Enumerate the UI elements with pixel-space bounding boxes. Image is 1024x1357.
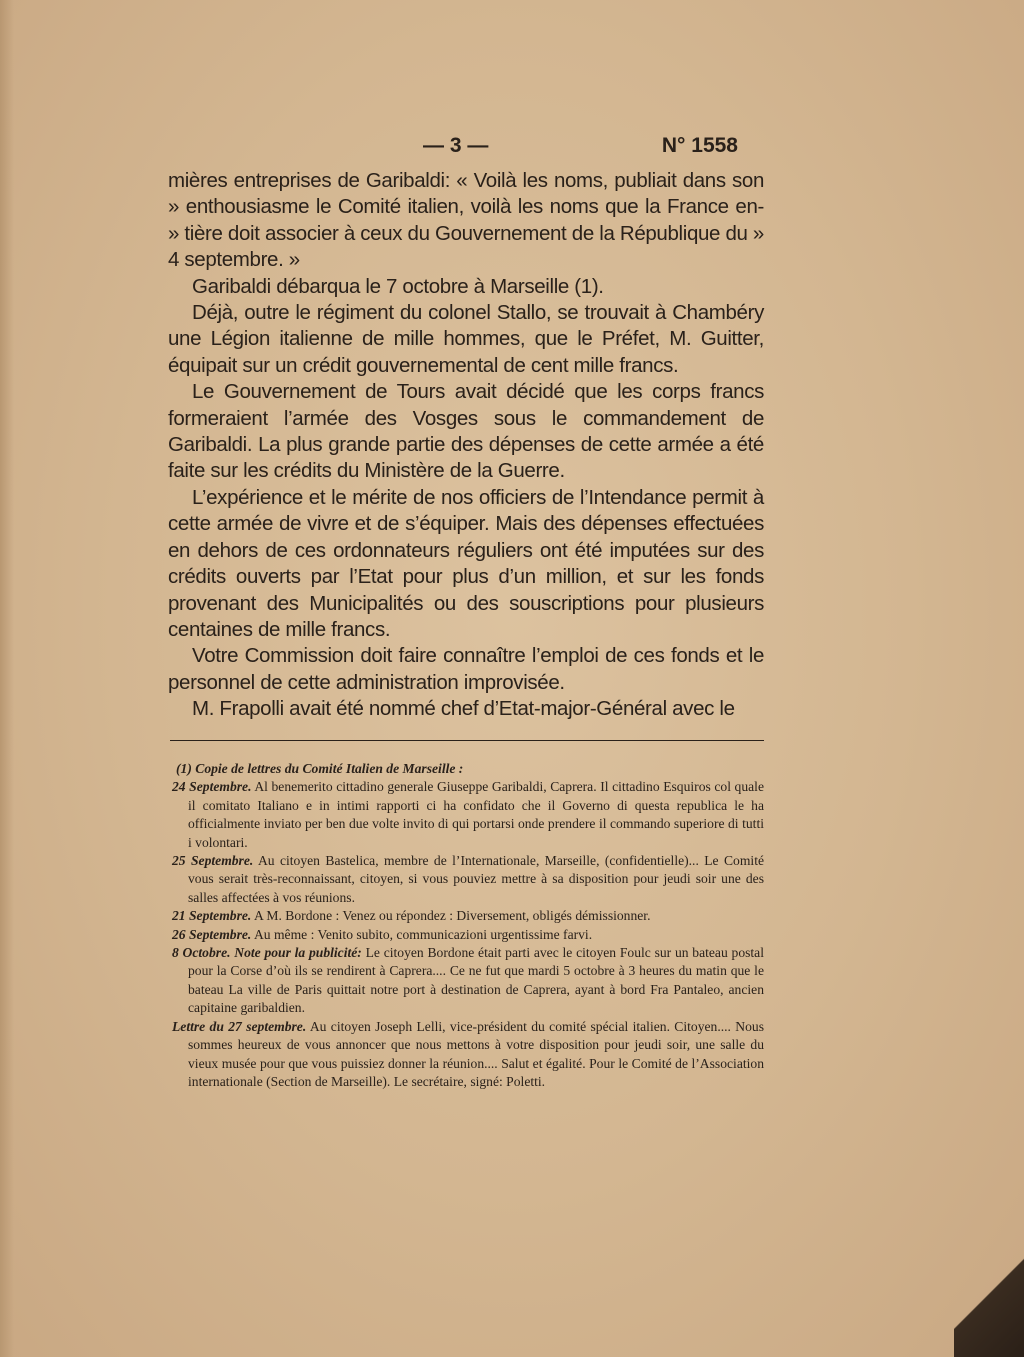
footnote-entry	[172, 926, 764, 944]
footnote-separator	[170, 740, 764, 741]
body-paragraph: Garibaldi débarqua le 7 octobre à Marseille (1).	[192, 274, 604, 298]
footnotes	[172, 760, 764, 1091]
footnote-text: Au citoyen Joseph Lelli, vice-président du comité spécial italien. Citoyen.... Nous sommes heureux de vous annoncer que nous mettons à votre disposition pour jeudi soir, une salle du vieux musée pour que vous puissiez donner la réunion.... Salut et égalité. Pour le Comité de l’Association internationale (Section de Marseille). Le secrétaire, signé: Poletti.	[188, 1018, 764, 1089]
body-paragraph: Déjà, outre le régiment du colonel Stallo, se trouvait à Chambéry une Légion italienne de mille hommes, que le Préfet, M. Guitter, équipait sur un crédit gouvernemental de cent mille francs.	[168, 301, 764, 377]
footnote-date: 8 Octobre. Note pour la publicité:	[172, 945, 362, 961]
body-paragraph: L’expérience et le mérite de nos officiers de l’Intendance permit à cette armée de vivre et de s’équiper. Mais des dépenses effectuées en dehors de ces ordonnateurs réguliers ont été imputées sur des crédits ouverts par l’Etat pour plus d’un million, et sur les fonds provenant des Municipalités ou des souscriptions pour plusieurs centaines de mille francs.	[168, 485, 764, 641]
footnote-entry	[172, 944, 764, 1018]
footnote-text: Le citoyen Bordone était parti avec le citoyen Foulc sur un bateau postal pour la Corse d’où ils se rendirent à Caprera.... Ce ne fut que mardi 5 octobre à 3 heures du matin que le bateau La ville de Paris quittait notre port à destination de Caprera, ayant à bord Fra Pantaleo, ancien capitaine garibaldien.	[188, 945, 764, 1016]
document-number: N° 1558	[661, 134, 738, 157]
page-number: — 3 —	[423, 134, 489, 157]
page-header	[168, 134, 764, 164]
footnote-date: 26 Septembre.	[172, 926, 252, 942]
body-paragraph: Votre Commission doit faire connaître l’emploi de ces fonds et le personnel de cette administration improvisée.	[168, 644, 764, 694]
footnote-text: Au même : Venito subito, communicazioni urgentissime farvi.	[253, 926, 593, 942]
footnote-entry	[172, 852, 764, 907]
footnote-date: 21 Septembre.	[172, 908, 252, 924]
footnote-date: Lettre du 27 septembre.	[172, 1018, 307, 1034]
footnote-date: 25 Septembre.	[172, 853, 254, 869]
footnote-heading: (1) Copie de lettres du Comité Italien de Marseille :	[176, 761, 464, 776]
footnote-text: Al benemerito cittadino generale Giuseppe Garibaldi, Caprera. Il cittadino Esquiros col quale il comitato Italiano e in intimi rapporti ci ha confidato che il Governo di questa republica le ha officialmente inviato per ben due volte invito di qui portarsi onde prendere il commando superiore di tutti i volontari.	[188, 779, 764, 850]
body-paragraph: mières entreprises de Garibaldi: « Voilà les noms, publiait dans son » enthousiasme le Comité italien, voilà les noms que la France en- » tière doit associer à ceux du Gouvernement de la République du » 4 septembre. »	[168, 169, 764, 272]
body-paragraph: M. Frapolli avait été nommé chef d’Etat-major-Général avec le	[192, 697, 735, 721]
footnote-entry	[172, 778, 764, 852]
footnote-date: 24 Septembre.	[172, 779, 252, 795]
page-edge-shadow	[0, 0, 14, 1357]
footnote-text: A M. Bordone : Venez ou répondez : Diversement, obligés démissionner.	[253, 908, 651, 924]
footnote-entry	[172, 1018, 764, 1092]
body-text	[168, 168, 764, 723]
page-corner-fold	[954, 1247, 1024, 1357]
footnote-entry	[172, 907, 764, 925]
footnote-text: Au citoyen Bastelica, membre de l’Internationale, Marseille, (confidentielle)... Le Comité vous serait très-reconnaissant, citoyen, si vous pouviez mettre à sa disposition pour jeudi soir une des salles affectées à vos réunions.	[188, 853, 765, 905]
body-paragraph: Le Gouvernement de Tours avait décidé que les corps francs formeraient l’armée des Vosges sous le commandement de Garibaldi. La plus grande partie des dépenses de cette armée a été faite sur les crédits du Ministère de la Guerre.	[168, 380, 764, 483]
